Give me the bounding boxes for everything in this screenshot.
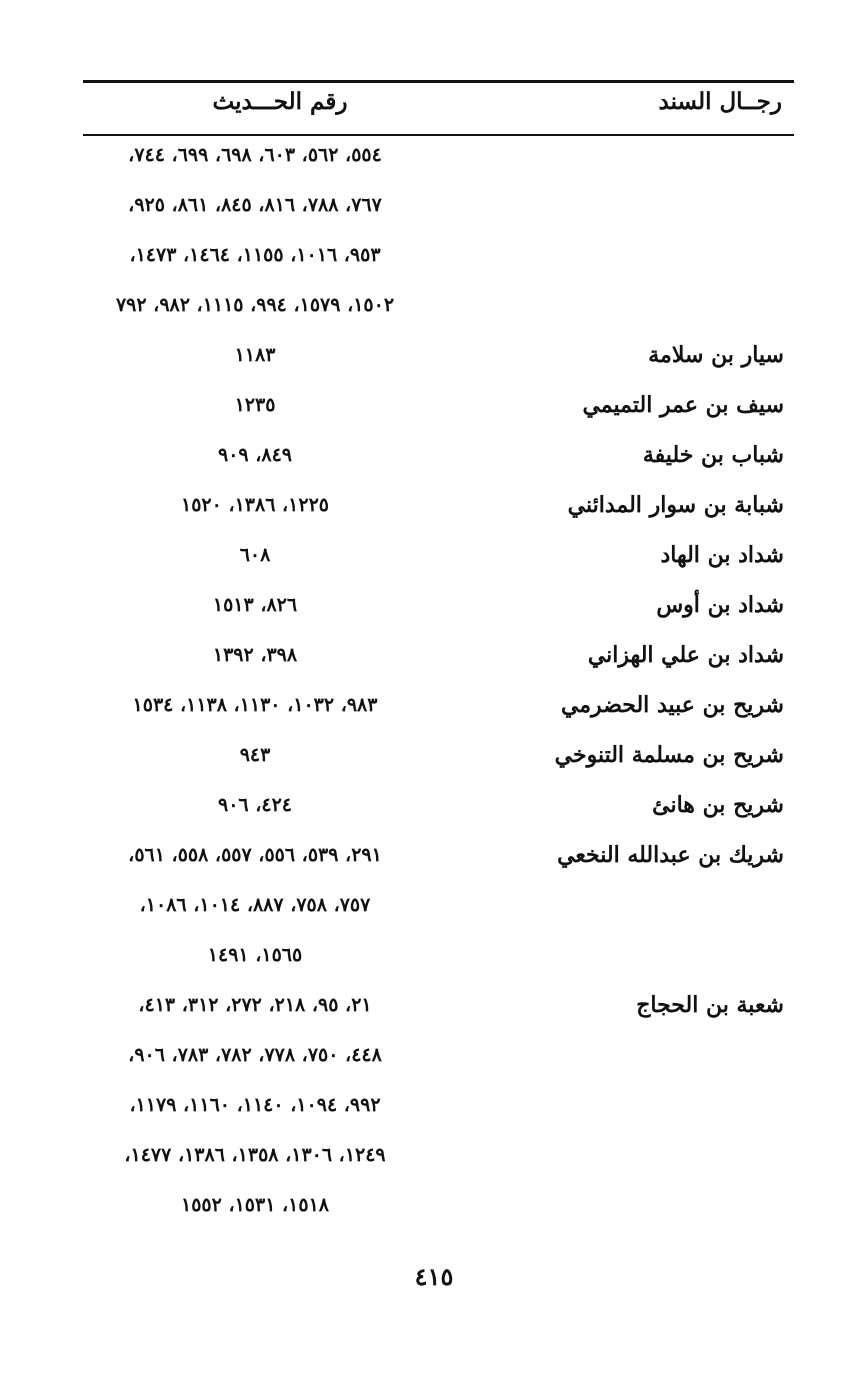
narrator-name: شباب بن خليفة [642, 442, 784, 468]
hadith-numbers: ٨٢٦، ١٥١٣ [212, 594, 298, 616]
index-row [0, 1186, 868, 1236]
narrator-name: شداد بن الهاد [660, 542, 784, 568]
index-row [0, 536, 868, 586]
index-row [0, 886, 868, 936]
hadith-numbers: ٥٥٤، ٥٦٢، ٦٠٣، ٦٩٨، ٦٩٩، ٧٤٤، [128, 144, 382, 166]
index-row [0, 236, 868, 286]
index-row [0, 636, 868, 686]
hadith-numbers: ٨٤٩، ٩٠٩ [218, 444, 292, 466]
narrator-name: شريح بن هانئ [652, 792, 784, 818]
narrator-name: شريك بن عبدالله النخعي [557, 842, 784, 868]
index-row [0, 686, 868, 736]
index-row [0, 386, 868, 436]
index-row [0, 1036, 868, 1086]
index-row [0, 786, 868, 836]
narrator-name: سيف بن عمر التميمي [582, 392, 784, 418]
hadith-numbers-column-header: رقم الحـــديث [212, 88, 348, 115]
hadith-numbers: ٤٤٨، ٧٥٠، ٧٧٨، ٧٨٢، ٧٨٣، ٩٠٦، [128, 1044, 382, 1066]
index-row [0, 586, 868, 636]
hadith-numbers: ٤٢٤، ٩٠٦ [218, 794, 292, 816]
index-table [0, 136, 868, 1236]
index-row [0, 136, 868, 186]
index-row [0, 936, 868, 986]
narrator-name: شبابة بن سوار المدائني [567, 492, 784, 518]
hadith-numbers: ١٥٦٥، ١٤٩١ [207, 944, 303, 966]
index-row [0, 486, 868, 536]
index-row [0, 436, 868, 486]
narrator-name: سيار بن سلامة [648, 342, 784, 368]
hadith-numbers: ١١٨٣ [234, 344, 276, 366]
index-row [0, 986, 868, 1036]
hadith-numbers: ٢٩١، ٥٣٩، ٥٥٦، ٥٥٧، ٥٥٨، ٥٦١، [128, 844, 382, 866]
index-row [0, 1136, 868, 1186]
hadith-numbers: ١٥١٨، ١٥٣١، ١٥٥٢ [181, 1194, 329, 1216]
hadith-numbers: ١٢٣٥ [234, 394, 276, 416]
narrator-name: شداد بن علي الهزاني [587, 642, 784, 668]
hadith-numbers: ٧٦٧، ٧٨٨، ٨١٦، ٨٤٥، ٨٦١، ٩٢٥، [128, 194, 382, 216]
hadith-numbers: ٩٥٣، ١٠١٦، ١١٥٥، ١٤٦٤، ١٤٧٣، [129, 244, 381, 266]
hadith-numbers: ٣٩٨، ١٣٩٢ [212, 644, 298, 666]
hadith-numbers: ٦٠٨ [239, 544, 271, 566]
hadith-numbers: ٧٥٧، ٧٥٨، ٨٨٧، ١٠١٤، ١٠٨٦، [139, 894, 371, 916]
hadith-numbers: ١٥٠٢، ١٥٧٩، ٩٩٤، ١١١٥، ٩٨٢، ٧٩٢ [115, 294, 395, 316]
hadith-numbers: ١٢٢٥، ١٣٨٦، ١٥٢٠ [181, 494, 329, 516]
index-row [0, 286, 868, 336]
hadith-numbers: ٢١، ٩٥، ٢١٨، ٢٧٢، ٣١٢، ٤١٣، [138, 994, 372, 1016]
hadith-numbers: ٩٤٣ [239, 744, 271, 766]
narrator-name: شريح بن عبيد الحضرمي [560, 692, 784, 718]
hadith-numbers: ٩٩٢، ١٠٩٤، ١١٤٠، ١١٦٠، ١١٧٩، [129, 1094, 381, 1116]
narrator-name: شعبة بن الحجاج [636, 992, 784, 1018]
index-row [0, 736, 868, 786]
page-number: ٤١٥ [414, 1262, 454, 1291]
narrator-name: شداد بن أوس [656, 592, 784, 618]
index-row [0, 186, 868, 236]
narrator-name: شريح بن مسلمة التنوخي [554, 742, 784, 768]
index-row [0, 1086, 868, 1136]
hadith-numbers: ٩٨٣، ١٠٣٢، ١١٣٠، ١١٣٨، ١٥٣٤ [132, 694, 378, 716]
top-rule [83, 80, 794, 83]
narrators-column-header: رجــال السند [658, 88, 782, 115]
index-row [0, 836, 868, 886]
index-row [0, 336, 868, 386]
hadith-numbers: ١٢٤٩، ١٣٠٦، ١٣٥٨، ١٣٨٦، ١٤٧٧، [124, 1144, 386, 1166]
